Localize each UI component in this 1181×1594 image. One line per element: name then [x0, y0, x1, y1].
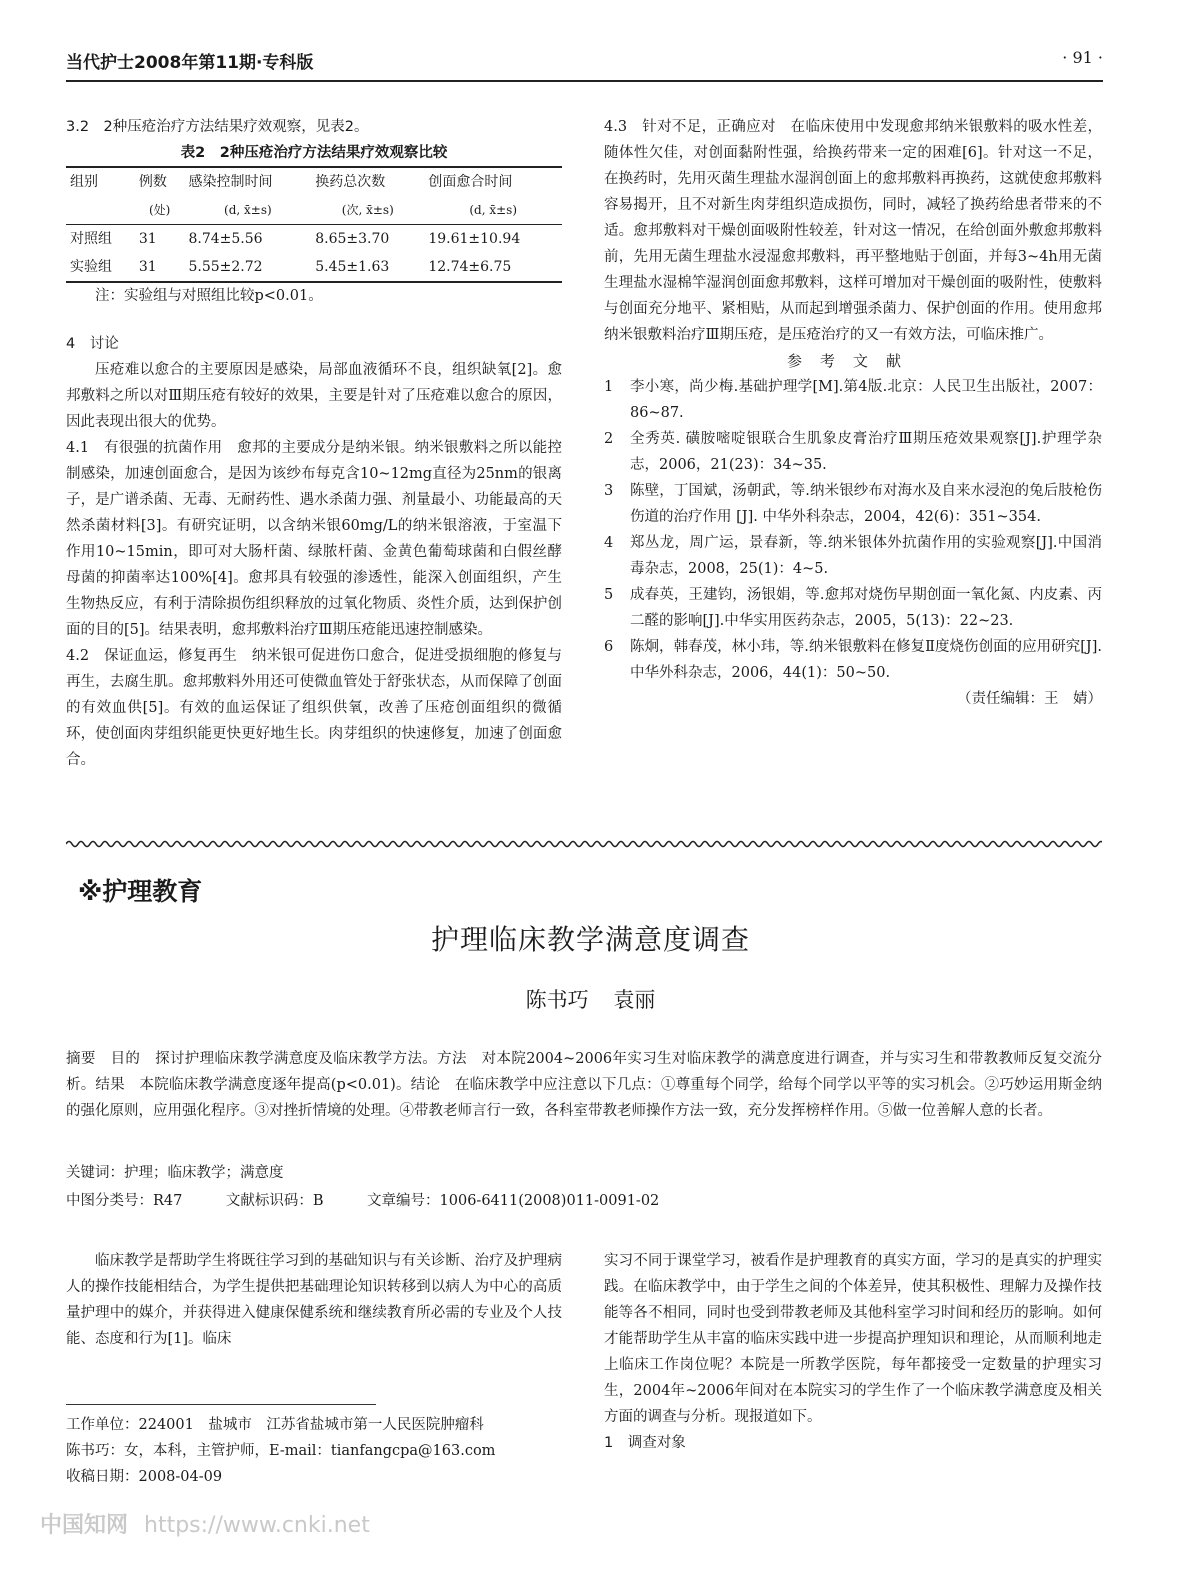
table-row	[66, 225, 562, 254]
table-cell: 5.55±2.72	[188, 259, 263, 275]
body-paragraph: 临床教学是帮助学生将既往学习到的基础知识与有关诊断、治疗及护理病人的操作技能相结合，为学生提供把基础理论知识转移到以病人为中心的高质量护理中的媒介，并获得进入健康保健系统和继续教育所必需的专业及个人技能、态度和行为[1]。临床	[66, 1253, 562, 1347]
article-body-left	[66, 1248, 562, 1352]
table-cell: 31	[138, 231, 157, 247]
cnki-watermark	[40, 1508, 370, 1539]
table-subheader: (处)	[149, 203, 171, 217]
keywords-label: 关键词：	[66, 1165, 124, 1181]
watermark-brand: 中国知网	[40, 1513, 129, 1538]
body-paragraph: 实习不同于课堂学习，被看作是护理教育的真实方面，学习的是真实的护理实践。在临床教学中，由于学生之间的个体差异，使其积极性、理解力及操作技能等各不相同，同时也受到带教老师及其他科室学习时间和经历的影响。如何才能帮助学生从丰富的临床实践中进一步提高护理知识和理论，从而顺利地走上临床工作岗位呢？本院是一所教学医院，每年都接受一定数量的护理实习生，2004年~2006年间对在本院实习的学生作了一个临床教学满意度及相关方面的调查与分析。现报道如下。	[604, 1253, 1102, 1425]
article-body-right	[604, 1248, 1102, 1456]
discussion-intro: 压疮难以愈合的主要原因是感染，局部血液循环不良，组织缺氧[2]。愈邦敷料之所以对Ⅲ期压疮有较好的效果，主要是针对了压疮难以愈合的原因，因此表现出很大的优势。	[66, 362, 562, 430]
reference-item: 2 全秀英. 磺胺嘧啶银联合生肌象皮膏治疗Ⅲ期压疮效果观察[J].护理学杂志，2006，21(23)：34~35.	[604, 431, 1102, 473]
keywords-line	[66, 1160, 284, 1186]
footnote-line: 收稿日期：2008-04-09	[66, 1469, 223, 1485]
left-column	[66, 114, 562, 773]
table-subheader: (d, x̄±s)	[224, 203, 272, 217]
article-title: 护理临床教学满意度调查	[430, 923, 750, 956]
table-subheader: (次, x̄±s)	[341, 203, 394, 217]
keywords: 护理；临床教学；满意度	[124, 1165, 284, 1181]
header-rule	[66, 80, 1103, 82]
reference-item: 4 郑丛龙，周广运，景春新，等.纳米银体外抗菌作用的实验观察[J].中国消毒杂志，2008，25(1)：4~5.	[604, 535, 1102, 577]
section-3-2: 3.2 2种压疮治疗方法结果疗效观察，见表2。	[66, 119, 369, 135]
watermark-url: https://www.cnki.net	[144, 1513, 370, 1538]
table-cell: 8.74±5.56	[188, 231, 263, 247]
table-cell: 8.65±3.70	[315, 231, 390, 247]
reference-item: 1 李小寒，尚少梅.基础护理学[M].第4版.北京：人民卫生出版社，2007：86~87.	[604, 379, 1102, 421]
table-row	[66, 253, 562, 282]
article-authors: 陈书巧 袁丽	[525, 988, 656, 1012]
table-header: 创面愈合时间	[428, 174, 513, 190]
abstract-text: 目的 探讨护理临床教学满意度及临床教学方法。方法 对本院2004~2006年实习生对临床教学的满意度进行调查，并与实习生和带教教师反复交流分析。结果 本院临床教学满意度逐年提高(p<0.01)。结论 在临床教学中应注意以下几点：①尊重每个同学，给每个同学以平等的实习机会。②巧妙运用斯金纳的强化原则，应用强化程序。③对挫折情境的处理。④带教老师言行一致，各科室带教老师操作方法一致，充分发挥榜样作用。⑤做一位善解人意的长者。	[66, 1051, 1103, 1119]
table-cell: 对照组	[70, 231, 112, 247]
table-header: 例数	[138, 174, 167, 190]
table-subheader: (d, x̄±s)	[469, 203, 517, 217]
table-subheader	[66, 196, 135, 225]
table-cell: 31	[138, 259, 157, 275]
table-header: 组别	[70, 174, 98, 190]
right-column	[604, 114, 1102, 712]
references-title: 参考文献	[786, 352, 919, 370]
table-cell: 5.45±1.63	[315, 259, 390, 275]
section-1-heading: 1 调查对象	[604, 1435, 686, 1451]
section-label: ※护理教育	[78, 877, 203, 906]
editor-note: （责任编辑：王 婧）	[957, 691, 1102, 707]
table-header: 换药总次数	[315, 174, 386, 190]
table-header: 感染控制时间	[188, 174, 273, 190]
section-4-2: 4.2 保证血运，修复再生 纳米银可促进伤口愈合，促进受损细胞的修复与再生，去腐生肌。愈邦敷料外用还可使微血管处于舒张状态，从而保障了创面的有效血供[5]。有效的血运保证了组织供氧，改善了压疮创面组织的微循环，使创面肉芽组织能更快更好地生长。肉芽组织的快速修复，加速了创面愈合。	[66, 648, 562, 768]
journal-header: 当代护士2008年第11期·专科版	[66, 53, 314, 73]
reference-item: 6 陈炯，韩春茂，林小玮，等.纳米银敷料在修复Ⅱ度烧伤创面的应用研究[J].中华外科杂志，2006，44(1)：50~50.	[604, 639, 1102, 681]
footnote-line: 工作单位：224001 盐城市 江苏省盐城市第一人民医院肿瘤科	[66, 1417, 484, 1433]
reference-item: 3 陈壁，丁国斌，汤朝武，等.纳米银纱布对海水及自来水浸泡的兔后肢枪伤伤道的治疗作用 [J]. 中华外科杂志，2004，42(6)：351~354.	[604, 483, 1102, 525]
classification-line: 中图分类号：R47 文献标识码：B 文章编号：1006-6411(2008)011-0091-02	[66, 1193, 660, 1209]
results-table	[66, 166, 562, 283]
discussion-heading: 4 讨论	[66, 336, 119, 352]
footnote	[66, 1412, 566, 1490]
table-cell: 12.74±6.75	[428, 259, 512, 275]
abstract	[66, 1046, 1102, 1124]
table-note: 注：实验组与对照组比较p<0.01。	[95, 288, 323, 304]
abstract-label: 摘要	[66, 1051, 96, 1067]
page-number: · 91 ·	[1062, 48, 1103, 67]
section-4-1: 4.1 有很强的抗菌作用 愈邦的主要成分是纳米银。纳米银敷料之所以能控制感染，加速创面愈合，是因为该纱布每克含10~12mg直径为25nm的银离子，是广谱杀菌、无毒、无耐药性、遇水杀菌力强、剂量最小、功能最高的天然杀菌材料[3]。有研究证明，以含纳米银60mg/L的纳米银溶液，于室温下作用10~15min，即可对大肠杆菌、绿脓杆菌、金黄色葡萄球菌和白假丝酵母菌的抑菌率达100%[4]。愈邦具有较强的渗透性，能深入创面组织，产生生物热反应，有利于清除损伤组织释放的过氧化物质、炎性介质，达到保护创面的目的[5]。结果表明，愈邦敷料治疗Ⅲ期压疮能迅速控制感染。	[66, 440, 562, 638]
wavy-divider	[66, 838, 1102, 850]
footnote-line: 陈书巧：女，本科，主管护师，E-mail：tianfangcpa@163.com	[66, 1443, 496, 1459]
table-cell: 实验组	[70, 259, 112, 275]
section-4-3: 4.3 针对不足，正确应对 在临床使用中发现愈邦纳米银敷料的吸水性差，随体性欠佳，对创面黏附性强，给换药带来一定的困难[6]。针对这一不足，在换药时，先用灭菌生理盐水湿润创面上的愈邦敷料再换药，这就使愈邦敷料容易揭开，且不对新生肉芽组织造成损伤，同时，减轻了换药给患者带来的不适。愈邦敷料对干燥创面吸附性较差，针对这一情况，在给创面外敷愈邦敷料前，先用无菌生理盐水浸湿愈邦敷料，再平整地贴于创面，并每3~4h用无菌生理盐水湿棉竿湿润创面愈邦敷料，这样可增加对干燥创面的吸附性，使敷料与创面充分地平、紧相贴，从而起到增强杀菌力、保护创面的作用。使用愈邦纳米银敷料治疗Ⅲ期压疮，是压疮治疗的又一有效方法，可临床推广。	[604, 119, 1102, 343]
footnote-rule	[66, 1404, 376, 1405]
table-cell: 19.61±10.94	[428, 231, 521, 247]
table-title: 表2 2种压疮治疗方法结果疗效观察比较	[180, 145, 448, 161]
reference-item: 5 成春英，王建钧，汤银娟，等.愈邦对烧伤早期创面一氧化氮、内皮素、丙二醛的影响[J].中华实用医药杂志，2005，5(13)：22~23.	[604, 587, 1102, 629]
references-list	[604, 374, 1102, 686]
